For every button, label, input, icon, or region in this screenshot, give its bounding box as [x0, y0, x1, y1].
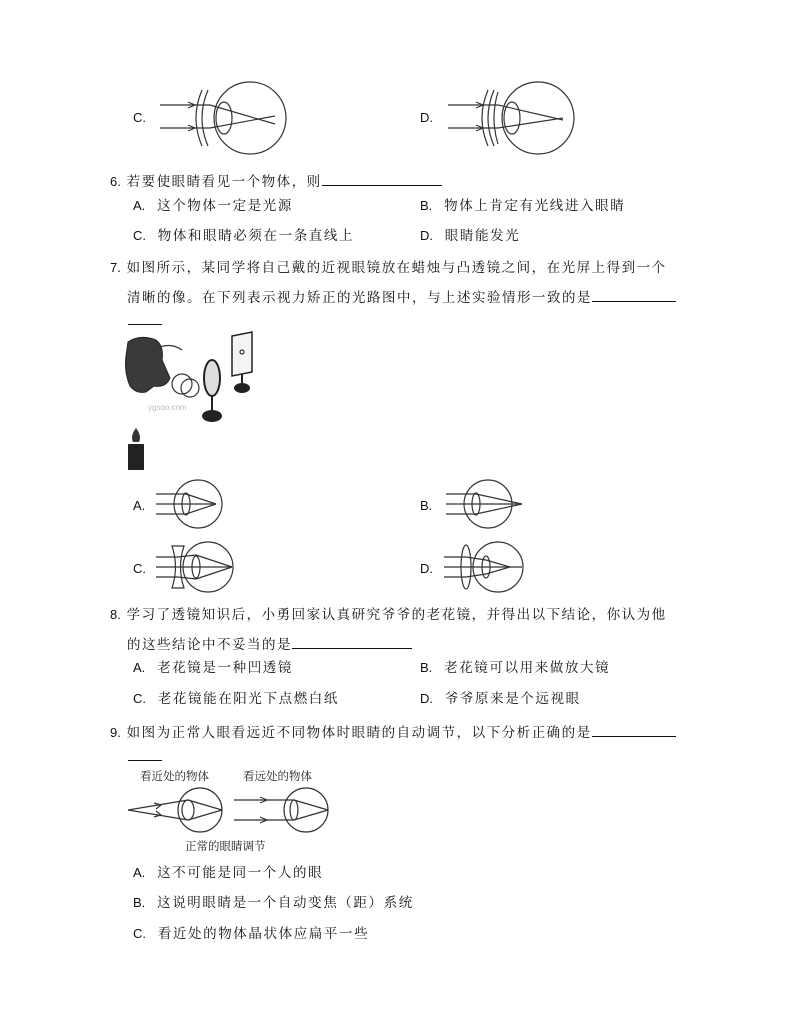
lens-base — [202, 410, 222, 422]
ray — [498, 118, 563, 128]
question-6-stem — [110, 171, 442, 191]
question-number: 6. — [110, 174, 121, 189]
option-label: A. — [133, 865, 146, 880]
option-text: 老花镜能在阳光下点燃白纸 — [157, 691, 339, 707]
glasses-frame — [181, 379, 199, 397]
option-label: C. — [133, 228, 146, 243]
candle — [128, 444, 144, 470]
q8-option-b[interactable] — [420, 659, 610, 677]
ray — [210, 116, 275, 128]
option-text: 这个物体一定是光源 — [157, 198, 293, 214]
option-text: 这说明眼睛是一个自动变焦（距）系统 — [157, 895, 414, 911]
question-text: 如图为正常人眼看远近不同物体时眼睛的自动调节，以下分析正确的是 — [126, 725, 592, 741]
corrective-lens-1 — [196, 90, 202, 146]
screen-base — [234, 383, 250, 393]
ray — [178, 577, 196, 579]
experiment-figure — [120, 332, 280, 477]
question-text: 若要使眼睛看见一个物体，则 — [126, 174, 322, 190]
option-label: C. — [133, 691, 146, 706]
option-text: 这不可能是同一个人的眼 — [157, 865, 324, 881]
ray — [210, 105, 275, 124]
answer-blank[interactable] — [292, 634, 412, 649]
ray — [196, 555, 232, 567]
answer-blank[interactable] — [322, 171, 442, 186]
question-text: 如图所示，某同学将自己戴的近视眼镜放在蜡烛与凸透镜之间，在光屏上得到一个 — [126, 260, 667, 276]
option-label: D. — [420, 228, 433, 243]
question-text: 学习了透镜知识后，小勇回家认真研究爷爷的老花镜，并得出以下结论，你认为他 — [126, 607, 667, 623]
question-text: 清晰的像。在下列表示视力矫正的光路图中，与上述实验情形一致的是 — [127, 290, 592, 306]
q8-option-c[interactable] — [133, 690, 339, 708]
question-7-stem-line2 — [127, 287, 676, 307]
watermark: ygsoo.com — [148, 403, 187, 412]
corrective-lens-1 — [482, 90, 488, 146]
ray — [196, 567, 232, 579]
option-c-label: C. — [133, 110, 146, 125]
ray — [476, 504, 522, 514]
option-label: B. — [133, 895, 146, 910]
option-text: 物体上肯定有光线进入眼睛 — [444, 198, 626, 214]
corrective-lens-2 — [488, 90, 494, 146]
eye-diagram-c — [150, 80, 300, 160]
q7-option-d-diagram — [444, 540, 528, 594]
question-number: 7. — [110, 260, 121, 275]
ray — [498, 105, 563, 120]
q9-option-c[interactable] — [133, 925, 369, 943]
option-label: B. — [420, 198, 433, 213]
q9-option-b[interactable] — [133, 894, 414, 912]
corrective-lens-3 — [494, 92, 498, 144]
q7-option-d-label[interactable]: D. — [420, 561, 433, 576]
figure-bottom-caption: 正常的眼睛调节 — [185, 839, 266, 853]
answer-blank[interactable] — [592, 722, 676, 737]
ray — [294, 810, 328, 820]
ray — [294, 800, 328, 810]
question-number: 8. — [110, 607, 121, 622]
candle-flame — [132, 428, 140, 442]
q8-option-a[interactable] — [133, 659, 293, 677]
option-text: 物体和眼睛必须在一条直线上 — [157, 228, 355, 244]
ray — [476, 494, 522, 504]
q9-option-a[interactable] — [133, 864, 323, 882]
eye-lens — [216, 102, 232, 134]
convex-lens — [204, 360, 220, 396]
option-text: 看近处的物体晶状体应扁平一些 — [157, 926, 370, 942]
q6-option-b[interactable] — [420, 197, 625, 215]
q7-option-b-diagram — [446, 478, 536, 530]
lens-far-thin — [290, 800, 298, 820]
eyeball — [502, 82, 574, 154]
corrective-lens-2 — [202, 90, 208, 146]
q6-option-d[interactable] — [420, 227, 520, 245]
q7-option-c-diagram — [156, 540, 240, 594]
lens-near-thick — [182, 800, 194, 820]
option-label: A. — [133, 198, 146, 213]
ray — [178, 555, 196, 557]
option-label: B. — [420, 660, 433, 675]
option-text: 爷爷原来是个远视眼 — [444, 691, 581, 707]
question-8-stem-line1 — [110, 606, 667, 624]
question-text: 的这些结论中不妥当的是 — [127, 637, 292, 653]
option-text: 眼睛能发光 — [444, 228, 521, 244]
option-text: 老花镜是一种凹透镜 — [157, 660, 293, 676]
option-d-label: D. — [420, 110, 433, 125]
option-text: 老花镜可以用来做放大镜 — [444, 660, 611, 676]
question-9-stem — [110, 722, 676, 742]
near-object-caption: 看近处的物体 — [140, 769, 209, 783]
eye-accommodation-figure — [128, 786, 332, 836]
far-object-caption: 看远处的物体 — [243, 769, 312, 783]
option-label: A. — [133, 660, 146, 675]
q6-option-a[interactable] — [133, 197, 293, 215]
answer-blank[interactable] — [592, 287, 676, 302]
q7-option-a-label[interactable]: A. — [133, 498, 146, 513]
eye-diagram-d — [438, 80, 588, 160]
question-number: 9. — [110, 725, 121, 740]
question-7-stem-line1 — [110, 259, 667, 277]
q6-option-c[interactable] — [133, 227, 354, 245]
answer-blank-continued[interactable] — [128, 312, 162, 325]
q8-option-d[interactable] — [420, 690, 581, 708]
eyeball-near — [178, 788, 222, 832]
q7-option-b-label[interactable]: B. — [420, 498, 433, 513]
q7-option-a-diagram — [156, 478, 236, 530]
option-label: D. — [420, 691, 433, 706]
option-label: C. — [133, 926, 146, 941]
eyeball — [214, 82, 286, 154]
q7-option-c-label[interactable]: C. — [133, 561, 146, 576]
question-8-stem-line2 — [127, 634, 412, 654]
answer-blank-continued[interactable] — [128, 748, 162, 761]
